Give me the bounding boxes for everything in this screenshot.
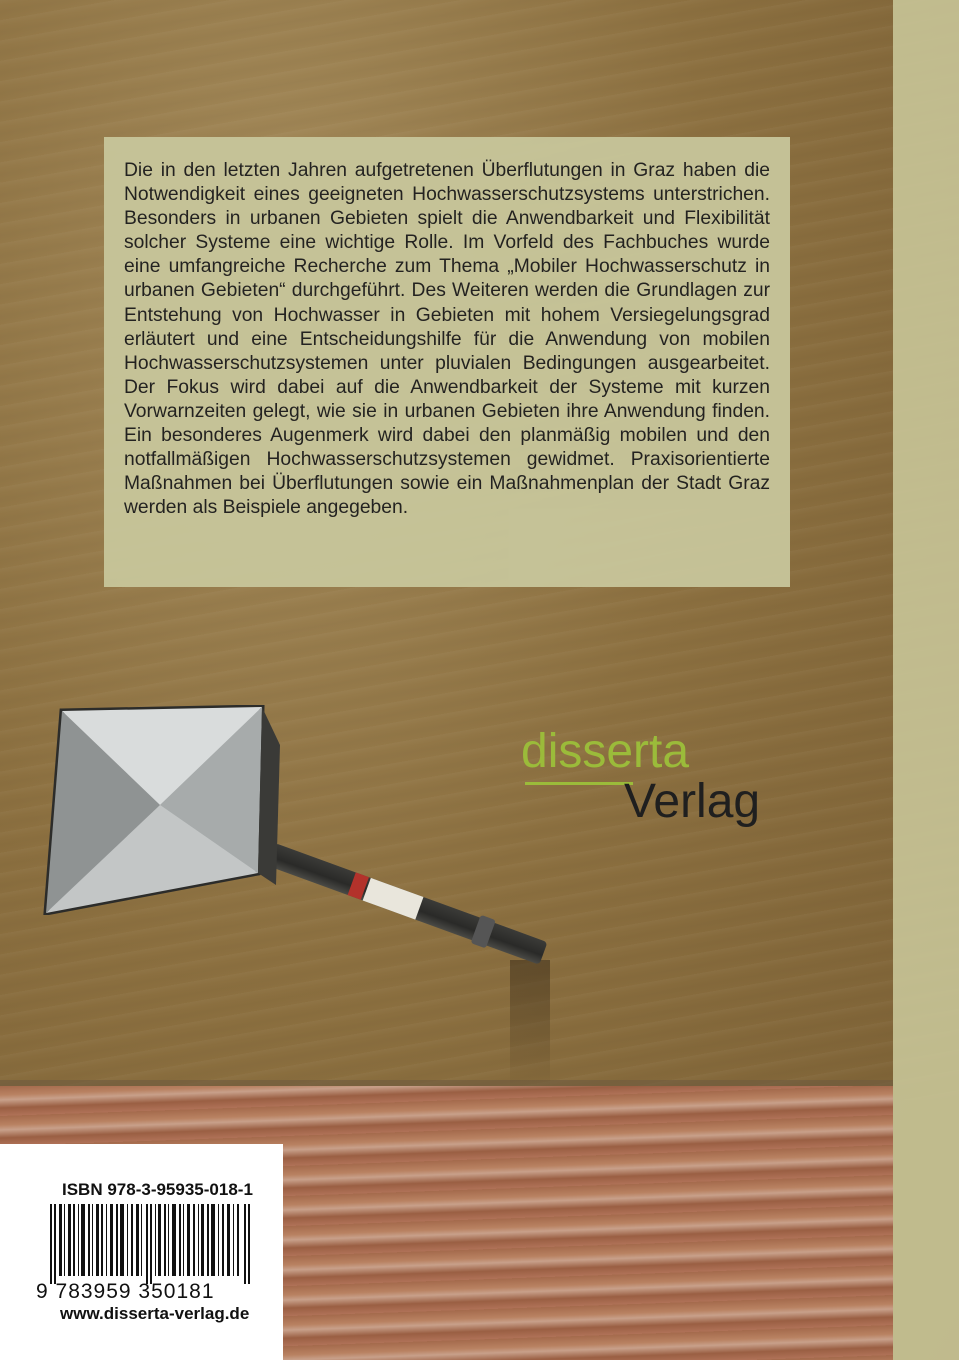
logo-disserta: disserta (521, 725, 690, 778)
isbn-box (0, 1144, 283, 1360)
publisher-logo (521, 724, 781, 834)
barcode (50, 1204, 250, 1284)
pole-shadow (510, 960, 550, 1090)
pole-cap (471, 915, 496, 949)
logo-verlag: Verlag (624, 775, 761, 828)
isbn-label: ISBN 978-3-95935-018-1 (62, 1180, 253, 1199)
logo-underline (525, 782, 633, 785)
description-panel (104, 137, 790, 587)
barcode-digits: 9 783959 350181 (36, 1280, 215, 1303)
description-text: Die in den letzten Jahren aufgetretenen Überflutungen in Graz haben die Notwendigkeit eines geeigneten Hochwasserschutzsystems unterstrichen. Besonders in urbanen Gebieten spielt die Anwendbarkeit und Flexibilität solcher Systeme eine wichtige Rolle. Im Vorfeld des Fachbuches wurde eine umfangreiche Recherche zum Thema „Mobiler Hochwasserschutz in urbanen Gebieten“ durchgeführt. Des Weiteren werden die Grundlagen zur Entstehung von Hochwasser in Gebieten mit hohem Versiegelungsgrad erläutert und eine Entscheidungshilfe für die Anwendung von mobilen Hochwasserschutzsystemen unter pluvialen Bedingungen ausgearbeitet. Der Fokus wird dabei auf die Anwendbarkeit der Systeme mit kurzen Vorwarnzeiten gelegt, wie sie in urbanen Gebieten ihre Anwendung finden. Ein besonderes Augenmerk wird dabei den planmäßig mobilen und den notfallmäßigen Hochwasserschutzsystemen gewidmet. Praxisorientierte Maßnahmen bei Überflutungen sowie ein Maßnahmenplan der Stadt Graz werden als Beispiele angegeben. (124, 160, 770, 519)
street-lamp-head (40, 705, 280, 915)
publisher-url[interactable]: www.disserta-verlag.de (60, 1304, 250, 1323)
spine-strip (893, 0, 959, 1360)
